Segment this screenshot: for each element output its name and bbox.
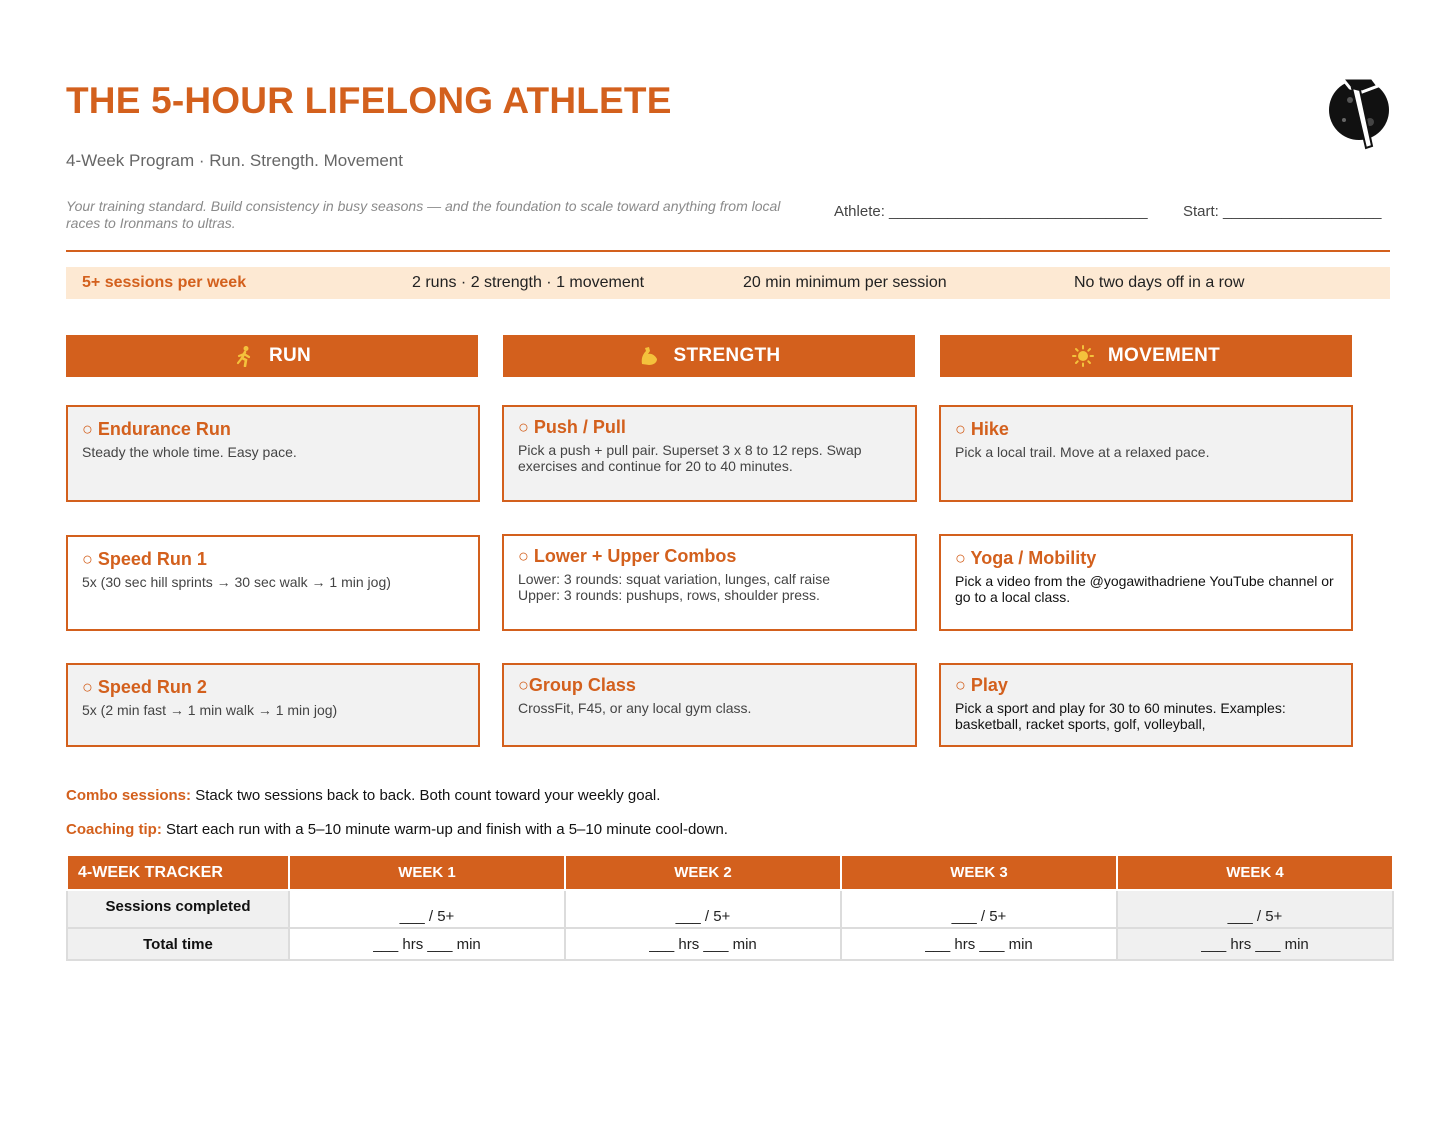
lower-rounds: Lower: 3 rounds: squat variation, lunges, calf raise	[518, 571, 831, 587]
upper-rounds: Upper: 3 rounds: pushups, rows, shoulder press.	[518, 587, 820, 603]
total-time-row	[67, 928, 1393, 960]
card-description: 5x (2 min fast → 1 min walk → 1 min jog)	[82, 702, 338, 718]
tip-label: Coaching tip:	[66, 821, 162, 838]
row-label: Total time	[67, 928, 289, 960]
week-2-sessions-cell[interactable]: ___ / 5+	[565, 890, 841, 928]
flexed-bicep-icon	[638, 345, 660, 367]
weekly-requirements-bar	[66, 267, 1390, 299]
coaching-tip-note	[66, 821, 728, 838]
card-description: Pick a video from the @yogawithadriene YouTube channel or go to a local class.	[955, 573, 1334, 605]
week-3-time-cell[interactable]: ___ hrs ___ min	[841, 928, 1117, 960]
card-description: Pick a local trail. Move at a relaxed pace.	[955, 444, 1210, 460]
card-description: CrossFit, F45, or any local gym class.	[518, 700, 752, 716]
card-speed-run-1[interactable]	[66, 535, 480, 631]
stat-split: 2 runs · 2 strength · 1 movement	[412, 274, 645, 291]
movement-column-header	[940, 335, 1352, 377]
week-2-time-cell[interactable]: ___ hrs ___ min	[565, 928, 841, 960]
tracker-title: 4-WEEK TRACKER	[67, 855, 289, 890]
card-group-class[interactable]	[502, 663, 917, 747]
card-lower-upper-combos[interactable]	[502, 534, 917, 631]
strength-column-header	[503, 335, 915, 377]
combo-label: Combo sessions:	[66, 787, 192, 804]
card-title: ○ Lower + Upper Combos	[518, 546, 737, 566]
combo-sessions-note	[66, 787, 660, 804]
combo-text: Stack two sessions back to back. Both count toward your weekly goal.	[191, 787, 661, 804]
card-push-pull[interactable]	[502, 405, 917, 502]
card-description: 5x (30 sec hill sprints → 30 sec walk → 1 min jog)	[82, 574, 391, 590]
week-4-header: WEEK 4	[1117, 855, 1393, 890]
card-play[interactable]	[939, 663, 1353, 747]
stat-sessions: 5+ sessions per week	[82, 274, 247, 291]
card-speed-run-2[interactable]	[66, 663, 480, 747]
card-description: Steady the whole time. Easy pace.	[82, 444, 297, 460]
page-subtitle: 4-Week Program · Run. Strength. Movement	[66, 151, 403, 170]
four-week-tracker-table	[66, 854, 1394, 961]
movement-column-label: MOVEMENT	[1107, 345, 1221, 366]
card-title: ○ Hike	[955, 419, 1009, 439]
card-endurance-run[interactable]	[66, 405, 480, 502]
card-title: ○ Endurance Run	[82, 419, 231, 439]
athlete-field[interactable]: Athlete: _______________________________	[834, 203, 1148, 220]
sessions-row	[67, 890, 1393, 928]
card-title: ○ Play	[955, 675, 1008, 695]
sun-icon	[1072, 345, 1094, 367]
card-description	[518, 571, 901, 603]
week-4-sessions-cell[interactable]: ___ / 5+	[1117, 890, 1393, 928]
week-4-time-cell[interactable]: ___ hrs ___ min	[1117, 928, 1393, 960]
week-3-header: WEEK 3	[841, 855, 1117, 890]
card-title: ○Group Class	[518, 675, 636, 695]
header-divider	[66, 250, 1390, 252]
stat-minimum: 20 min minimum per session	[743, 274, 947, 291]
run-column-header	[66, 335, 478, 377]
card-hike[interactable]	[939, 405, 1353, 502]
run-column-label: RUN	[268, 345, 312, 366]
week-3-sessions-cell[interactable]: ___ / 5+	[841, 890, 1117, 928]
tracker-header-row	[67, 855, 1393, 890]
card-title: ○ Yoga / Mobility	[955, 548, 1097, 568]
week-1-header: WEEK 1	[289, 855, 565, 890]
card-description: Pick a push + pull pair. Superset 3 x 8 to 12 reps. Swap exercises and continue for 20 to 40 minutes.	[518, 442, 862, 474]
strength-column-label: STRENGTH	[673, 345, 781, 366]
intro-text: Your training standard. Build consistency in busy seasons — and the foundation to scale toward anything from local races to Ironmans to ultras.	[66, 198, 781, 231]
week-1-sessions-cell[interactable]: ___ / 5+	[289, 890, 565, 928]
card-description: Pick a sport and play for 30 to 60 minutes. Examples: basketball, racket sports, golf, volleyball,	[955, 700, 1286, 732]
card-title: ○ Speed Run 1	[82, 549, 207, 569]
start-field[interactable]: Start: ___________________	[1183, 203, 1382, 220]
card-yoga-mobility[interactable]	[939, 534, 1353, 631]
stat-days-off: No two days off in a row	[1074, 274, 1245, 291]
runner-icon	[233, 345, 255, 367]
axe-circle-logo	[1326, 70, 1392, 150]
tip-text: Start each run with a 5–10 minute warm-up and finish with a 5–10 minute cool-down.	[161, 821, 728, 838]
row-label: Sessions completed	[67, 890, 289, 928]
card-title: ○ Speed Run 2	[82, 677, 207, 697]
page-title: THE 5-HOUR LIFELONG ATHLETE	[66, 80, 672, 121]
week-2-header: WEEK 2	[565, 855, 841, 890]
week-1-time-cell[interactable]: ___ hrs ___ min	[289, 928, 565, 960]
card-title: ○ Push / Pull	[518, 417, 626, 437]
